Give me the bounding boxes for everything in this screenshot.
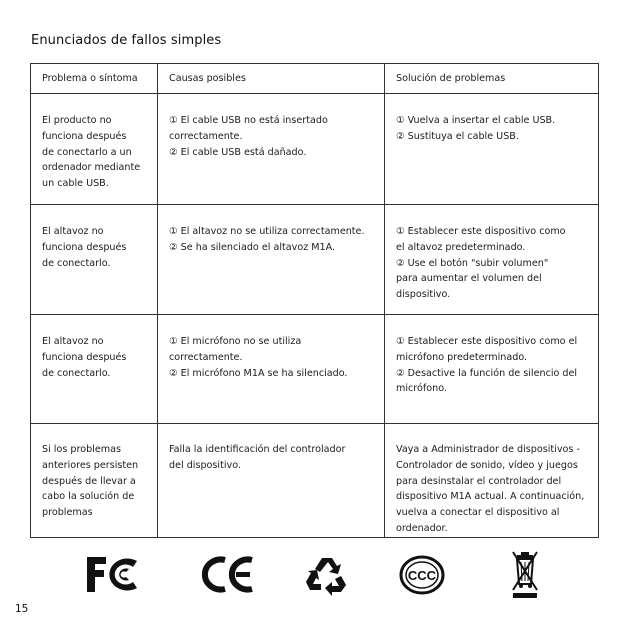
page-number: 15 (15, 603, 29, 615)
recycling-icon (303, 552, 351, 596)
solution-cell: Vaya a Administrador de dispositivos - Controlador de sonido, vídeo y juegos para desinstalar el controlador del dispositivo M1A actual. A continuación, vuelva a conectar el dispositivo al ordenador. (385, 424, 599, 538)
table-header-row (31, 64, 599, 94)
causes-cell: ① El altavoz no se utiliza correctamente. ② Se ha silenciado el altavoz M1A. (158, 205, 385, 315)
header-causes: Causas posibles (158, 64, 385, 94)
problem-cell: Si los problemas anteriores persisten después de llevar a cabo la solución de problemas (31, 424, 158, 538)
problem-cell: El altavoz no funciona después de conectarlo. (31, 205, 158, 315)
table-row (31, 424, 599, 538)
table-row (31, 315, 599, 424)
causes-cell: ① El micrófono no se utiliza correctamente. ② El micrófono M1A se ha silenciado. (158, 315, 385, 424)
table-row (31, 94, 599, 205)
solution-cell: ① Establecer este dispositivo como el altavoz predeterminado. ② Use el botón "subir volumen" para aumentar el volumen del dispositivo. (385, 205, 599, 315)
header-problem: Problema o síntoma (31, 64, 158, 94)
ccc-text: CCC (407, 568, 437, 583)
problem-cell: El altavoz no funciona después de conectarlo. (31, 315, 158, 424)
problem-cell: El producto no funciona después de conectarlo a un ordenador mediante un cable USB. (31, 94, 158, 205)
table-row (31, 205, 599, 315)
causes-cell: ① El cable USB no está insertado correctamente. ② El cable USB está dañado. (158, 94, 385, 205)
solution-cell: ① Establecer este dispositivo como el micrófono predeterminado. ② Desactive la función de silencio del micrófono. (385, 315, 599, 424)
ccc-mark-icon (398, 552, 446, 596)
fcc-logo-icon (84, 552, 144, 596)
header-solution: Solución de problemas (385, 64, 599, 94)
causes-cell: Falla la identificación del controlador del dispositivo. (158, 424, 385, 538)
page-heading: Enunciados de fallos simples (31, 33, 222, 48)
troubleshooting-table (30, 63, 599, 538)
weee-crossed-bin-icon (509, 550, 541, 600)
ce-mark-icon (200, 552, 258, 596)
solution-cell: ① Vuelva a insertar el cable USB. ② Sustituya el cable USB. (385, 94, 599, 205)
